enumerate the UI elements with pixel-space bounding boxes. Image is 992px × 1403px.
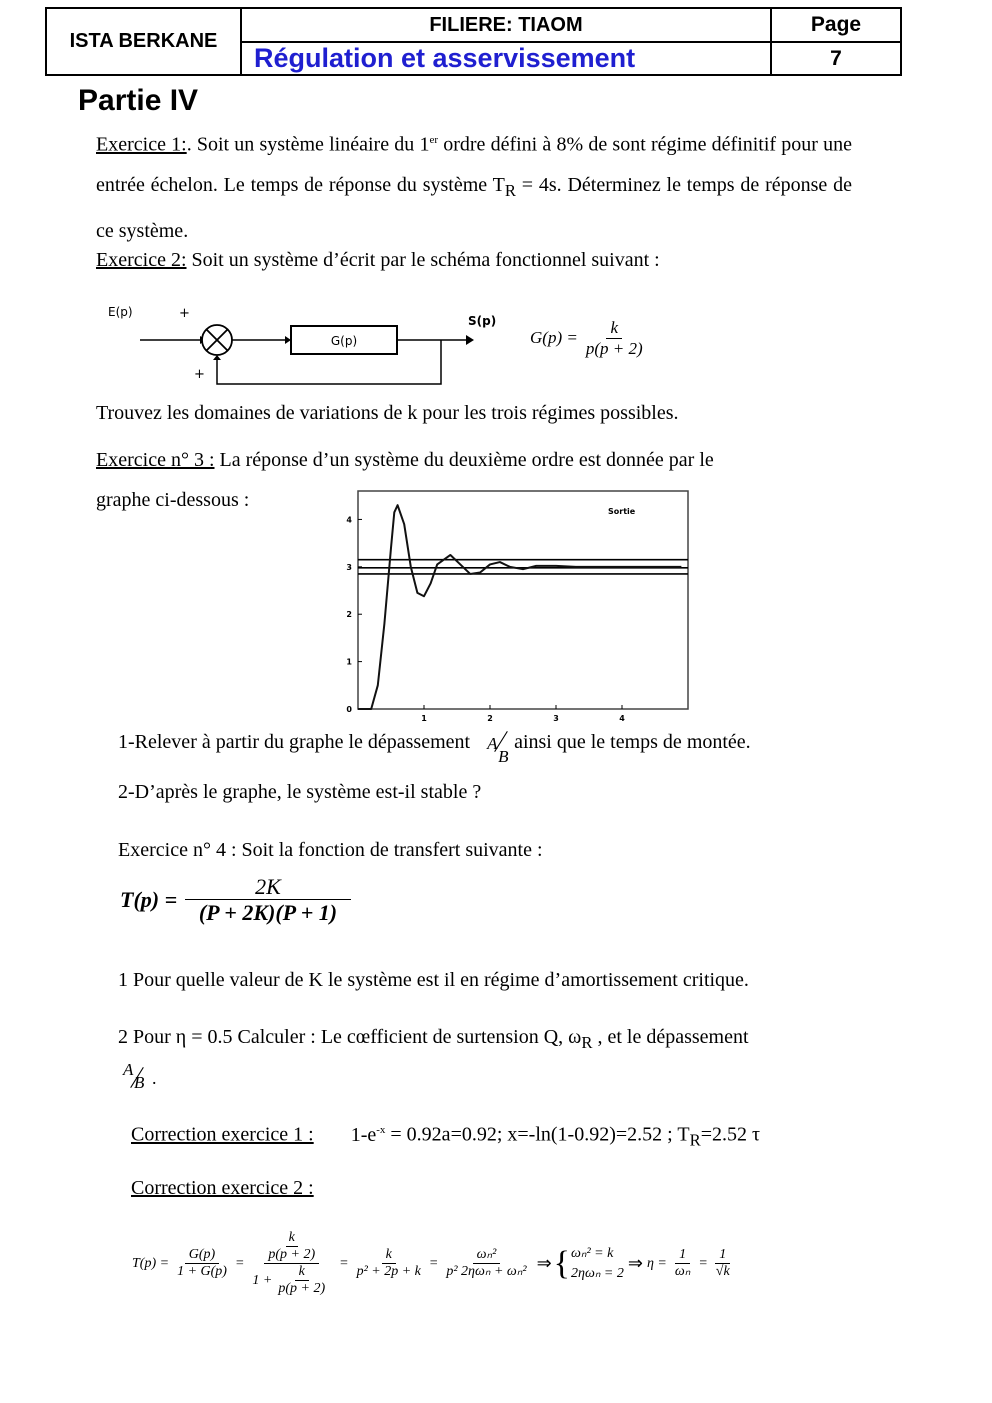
- diagram-output-label: S(p): [468, 314, 497, 328]
- exercise-4-q2-end: , et le dépassement: [592, 1026, 749, 1048]
- ratio-a: A: [487, 734, 498, 753]
- ratio2-a: A: [123, 1060, 134, 1079]
- step-response-chart: [340, 488, 692, 734]
- c2-f3-num: k: [382, 1247, 396, 1264]
- exercise-4-ratio: [120, 1060, 157, 1092]
- correction-1-sup: -x: [376, 1124, 386, 1136]
- exercise-1-sup: er: [429, 134, 439, 146]
- x-tick-label-4: 4: [619, 714, 625, 723]
- c2-brace: {: [553, 1244, 570, 1282]
- exercise-1: [96, 120, 852, 251]
- exercise-3-q2: 2-D’après le graphe, le système est-il stable ?: [118, 781, 482, 803]
- exercise-4-q2-sub: R: [581, 1033, 593, 1052]
- ratio2-b: B: [134, 1073, 145, 1092]
- diagram-plus-top: +: [179, 306, 190, 321]
- tp-numerator: 2K: [185, 874, 351, 900]
- c2-lhs: T(p) =: [132, 1255, 170, 1271]
- c2-f6-den: √k: [715, 1264, 730, 1280]
- exercise-1-title: Exercice 1:: [96, 133, 187, 156]
- chart-frame: [358, 491, 688, 709]
- tp-lhs: T(p) =: [120, 886, 178, 912]
- correction-1-text-a: 1-e: [350, 1123, 377, 1146]
- exercise-1-text-c: = 4s. Déterminez le temps de réponse de ce système.: [96, 173, 852, 242]
- page-number: 7: [771, 42, 901, 75]
- x-tick-label-1: 1: [421, 714, 427, 723]
- block-diagram: [100, 298, 520, 393]
- tp-formula: [120, 874, 355, 926]
- y-tick-label-4: 4: [346, 515, 352, 525]
- y-tick-label-1: 1: [346, 657, 352, 667]
- chart-title: Sortie: [608, 507, 636, 516]
- x-tick-label-2: 2: [487, 714, 493, 723]
- correction-1-text-c: =2.52 τ: [700, 1123, 761, 1146]
- school-name: ISTA BERKANE: [46, 8, 241, 75]
- c2-f2-den: [248, 1264, 335, 1297]
- c2-eta: η =: [646, 1255, 667, 1271]
- correction-1-sub: R: [689, 1130, 701, 1150]
- correction-1-text-b: = 0.92a=0.92; x=-ln(1-0.92)=2.52 ; T: [385, 1123, 690, 1146]
- c2-f2-nn: k: [286, 1230, 298, 1247]
- ratio2-dot: .: [152, 1067, 157, 1088]
- c2-f6-num: 1: [715, 1247, 730, 1264]
- c2-eq-1: =: [234, 1255, 245, 1271]
- exercise-4-q1: 1 Pour quelle valeur de K le système est il en régime d’amortissement critique.: [118, 969, 749, 991]
- c2-f4-den: p² 2ηωₙ + ωₙ²: [446, 1264, 527, 1280]
- c2-f5-den: ωₙ: [674, 1264, 691, 1280]
- y-tick-label-2: 2: [346, 610, 352, 620]
- feedback-arrow-head: [213, 355, 221, 360]
- c2-eq-2: =: [339, 1255, 349, 1271]
- gp-formula: [530, 318, 651, 358]
- gp-lhs: G(p) =: [530, 328, 578, 348]
- page-label: Page: [771, 8, 901, 42]
- c2-eq-4: =: [698, 1255, 708, 1271]
- exercise-4-q2: [118, 1017, 749, 1063]
- c2-f2-d1: 1 +: [252, 1272, 273, 1288]
- c2-system: [571, 1244, 624, 1283]
- c2-f2-dd: p(p + 2): [278, 1281, 326, 1297]
- gp-denominator: p(p + 2): [585, 338, 643, 358]
- tp-denominator: (P + 2K)(P + 1): [198, 900, 338, 926]
- exercise-2-title: Exercice 2:: [96, 249, 187, 271]
- x-tick-label-3: 3: [553, 714, 559, 723]
- correction-2-formula: [132, 1230, 738, 1297]
- exercise-2-question: Trouvez les domaines de variations de k pour les trois régimes possibles.: [96, 402, 679, 424]
- filiere: FILIERE: TIAOM: [241, 8, 771, 42]
- section-title: Partie IV: [78, 84, 199, 117]
- output-arrow-head: [466, 335, 474, 345]
- c2-arrow-1: ⇒: [536, 1253, 552, 1274]
- exercise-1-text-a: . Soit un système linéaire du 1: [186, 133, 430, 156]
- overshoot-ratio: [484, 728, 512, 766]
- exercise-2: [96, 240, 852, 280]
- exercise-3-q1: [118, 722, 751, 766]
- header-table: [45, 7, 902, 76]
- exercise-4-q2-text: 2 Pour η = 0.5 Calculer : Le cœfficient de surtension Q, ω: [118, 1026, 582, 1048]
- c2-f5-num: 1: [675, 1247, 690, 1264]
- module-title: Régulation et asservissement: [241, 42, 771, 75]
- c2-sys-2: 2ηωₙ = 2: [571, 1265, 624, 1281]
- gp-numerator: k: [606, 318, 622, 339]
- exercise-1-sub: R: [504, 180, 516, 200]
- c2-f3-den: p² + 2p + k: [356, 1264, 421, 1280]
- exercise-3: [96, 440, 852, 480]
- c2-f2-dn: k: [295, 1264, 309, 1281]
- exercise-3-text: La réponse d’un système du deuxième ordre est donnée par le: [214, 449, 714, 471]
- diagram-input-label: E(p): [108, 305, 133, 319]
- c2-f2-num: [264, 1230, 319, 1264]
- correction-1-title: Correction exercice 1 :: [131, 1123, 314, 1146]
- c2-f1-den: 1 + G(p): [177, 1264, 227, 1280]
- c2-f1-num: G(p): [185, 1247, 219, 1264]
- exercise-3-q1-text-b: ainsi que le temps de montée.: [514, 731, 751, 753]
- c2-arrow-2: ⇒: [627, 1253, 643, 1274]
- exercise-1-text-b: ordre défini à 8% de sont régime définitif pour une entrée échelon. Le temps de réponse du système T: [96, 133, 852, 196]
- exercise-3-q1-text-a: 1-Relever à partir du graphe le dépassement: [118, 731, 471, 753]
- y-tick-label-0: 0: [346, 705, 352, 714]
- y-tick-label-3: 3: [346, 562, 352, 572]
- overshoot-ratio-2: [120, 1060, 148, 1092]
- ratio-b: B: [498, 747, 509, 766]
- exercise-2-text: Soit un système d’écrit par le schéma fonctionnel suivant :: [186, 249, 660, 271]
- c2-f2-nd: p(p + 2): [268, 1247, 316, 1263]
- c2-sys-1: ωₙ² = k: [571, 1246, 614, 1262]
- exercise-4-title: Exercice n° 4 : Soit la fonction de transfert suivante :: [118, 839, 543, 861]
- transfer-block-label: G(p): [330, 334, 358, 348]
- correction-2-title: Correction exercice 2 :: [131, 1177, 314, 1199]
- exercise-3-text-2: graphe ci-dessous :: [96, 489, 250, 511]
- c2-f4-num: ωₙ²: [473, 1247, 501, 1264]
- correction-1: [131, 1110, 760, 1161]
- diagram-plus-bottom: +: [194, 367, 205, 382]
- c2-eq-3: =: [428, 1255, 439, 1271]
- exercise-3-title: Exercice n° 3 :: [96, 449, 215, 471]
